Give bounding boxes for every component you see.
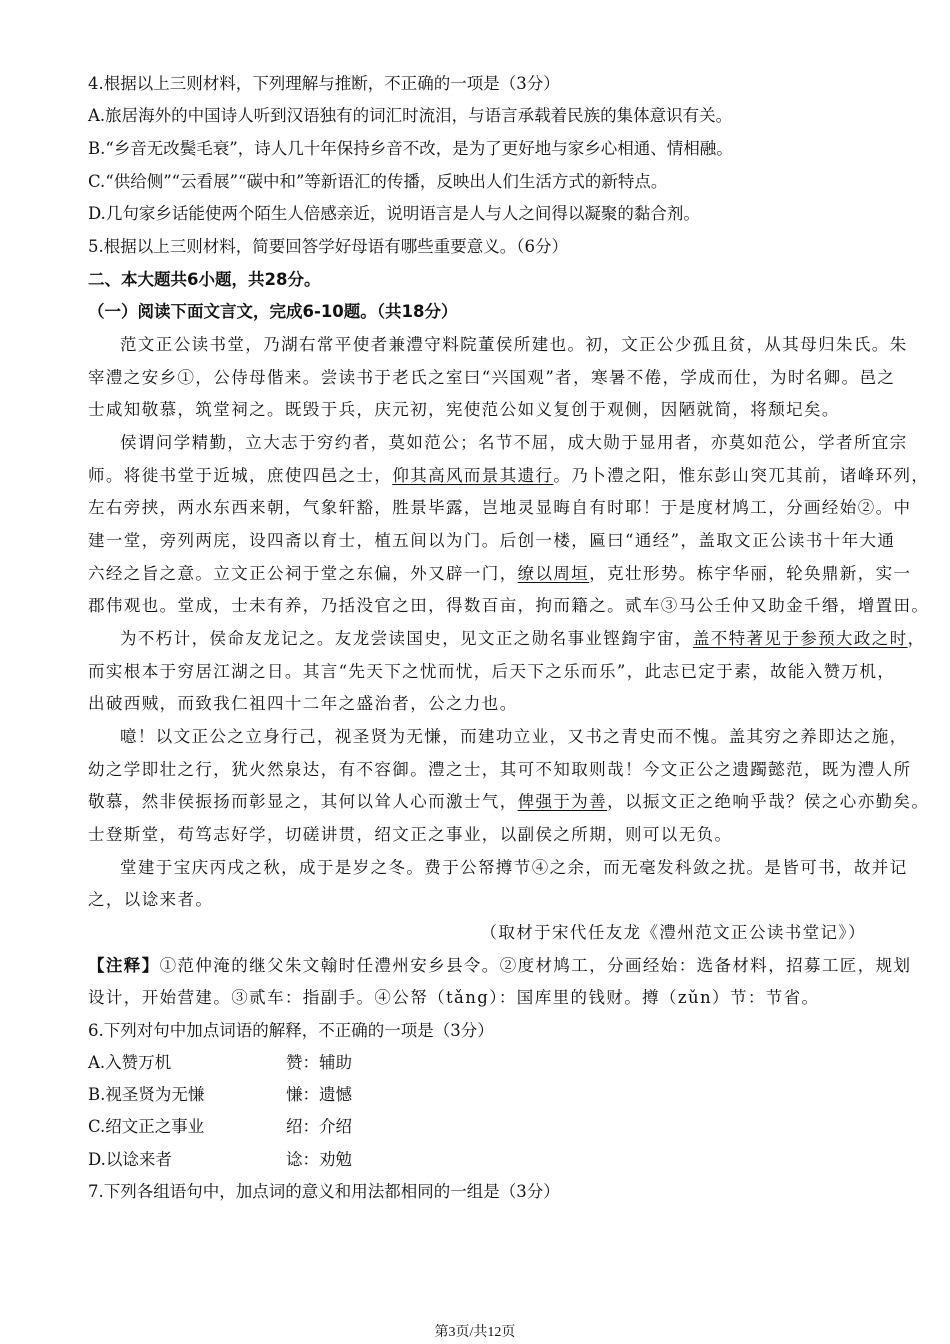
q4-option-d: D.几句家乡话能使两个陌生人倍感亲近，说明语言是人与人之间得以凝聚的黏合剂。 xyxy=(88,204,700,223)
q6-option-b-gloss: 慊：遗憾 xyxy=(286,1085,352,1104)
passage-line: 宰澧之安乡①，公侍母偕来。尝读书于老氏之室曰“兴国观”者，寒暑不倦，学成而仕，为时名卿。邑之 xyxy=(88,368,896,387)
passage-source: （取材于宋代任友龙《澧州范文正公读书堂记》） xyxy=(480,923,866,942)
q6-stem: 6.下列对句中加点词语的解释，不正确的一项是（3分） xyxy=(88,1021,494,1040)
passage-line: 侯谓问学精勤，立大志于穷约者，莫如范公；名节不屈，成大勋于显用者，亦莫如范公，学者所宜宗 xyxy=(120,433,908,452)
passage-line: 范文正公读书堂，乃湖右常平使者兼澧守料院董侯所建也。初，文正公少孤且贫，从其母归朱氏。朱 xyxy=(120,335,908,354)
q6-option-d-gloss: 谂：劝勉 xyxy=(286,1150,352,1169)
passage-line: 建一堂，旁列两庑，设四斋以育士，植五间以为门。后创一楼，匾曰“通经”，盖取文正公读书十年大通 xyxy=(88,531,896,550)
q4-option-b: B.“乡音无改鬓毛衰”，诗人几十年保持乡音不改，是为了更好地与家乡心相通、情相融。 xyxy=(88,139,733,158)
q4-option-a: A.旅居海外的中国诗人听到汉语独有的词汇时流泪，与语言承载着民族的集体意识有关。 xyxy=(88,106,733,125)
passage-line: 为不朽计，侯命友龙记之。友龙尝读国史，见文正之勋名事业铿鍧宇宙，盖不特著见于参预大政之时， xyxy=(120,629,926,648)
passage-line: 师。将徙书堂于近城，庶使四邑之士，仰其高风而景其遗行。乃卜澧之阳，惟东彭山突兀其前，诸峰环列， xyxy=(88,466,930,485)
underlined-phrase: 俾强于为善 xyxy=(517,792,608,811)
q6-option-a: A.入赞万机 xyxy=(88,1053,172,1072)
passage-line: 出破西贼，而致我仁祖四十二年之盛治者，公之力也。 xyxy=(88,694,518,713)
section-heading: 二、本大题共6小题，共28分。 xyxy=(88,270,321,289)
underlined-phrase: 盖不特著见于参预大政之时 xyxy=(692,629,908,648)
q6-option-c: C.绍文正之事业 xyxy=(88,1117,205,1136)
passage-line: 敬慕，然非侯振扬而彰显之，其何以耸人心而激士气，俾强于为善，以振文正之绝响乎哉？侯之心亦勤矣。 xyxy=(88,792,930,811)
notes-label: 【注释】 xyxy=(88,956,160,975)
notes-line: 【注释】①范仲淹的继父朱文翰时任澧州安乡县令。②度材鸠工，分画经始：选备材料，招募工匠，规划 xyxy=(88,956,912,975)
passage-line: 六经之旨之意。立文正公祠于堂之东偏，外又辟一门，缭以周垣，克壮形势。栋宇华丽，轮奂鼎新，实一 xyxy=(88,564,912,583)
q6-option-c-gloss: 绍：介绍 xyxy=(286,1117,352,1136)
underlined-phrase: 缭以周垣 xyxy=(517,564,590,583)
passage-line: 左右旁挟，两水东西来朝，气象轩豁，胜景毕露，岂地灵显晦自有时耶！于是度材鸠工，分画经始②。中 xyxy=(88,498,912,517)
passage-line: 之，以谂来者。 xyxy=(88,890,214,909)
q4-option-c: C.“供给侧”“云看展”“碳中和”等新语汇的传播，反映出人们生活方式的新特点。 xyxy=(88,172,668,191)
section-subheading: （一）阅读下面文言文，完成6-10题。（共18分） xyxy=(88,302,458,321)
passage-line: 噫！以文正公之立身行己，视圣贤为无慊，而建功立业，又书之青史而不愧。盖其穷之养即达之施， xyxy=(120,727,908,746)
passage-line: 幼之学即壮之行，犹火然泉达，有不容御。澧之士，其可不知取则哉！今文正公之遗躅懿范，既为澧人所 xyxy=(88,760,912,779)
notes-line: 设计，开始营建。③贰车：指副手。④公帑（tǎng）：国库里的钱财。撙（zǔn）节：节省。 xyxy=(88,988,820,1007)
q4-stem: 4.根据以上三则材料，下列理解与推断，不正确的一项是（3分） xyxy=(88,74,560,93)
q7-stem: 7.下列各组语句中，加点词的意义和用法都相同的一组是（3分） xyxy=(88,1182,560,1201)
q6-option-d: D.以谂来者 xyxy=(88,1150,172,1169)
q5-stem: 5.根据以上三则材料，简要回答学好母语有哪些重要意义。（6分） xyxy=(88,237,568,256)
passage-line: 堂建于宝庆丙戌之秋，成于是岁之冬。费于公帑撙节④之余，而无毫发科敛之扰。是皆可书，故并记 xyxy=(120,858,908,877)
q6-option-b: B.视圣贤为无慊 xyxy=(88,1085,205,1104)
passage-line: 士登斯堂，苟笃志好学，切磋讲贯，绍文正之事业，以副侯之所期，则可以无负。 xyxy=(88,825,733,844)
page-number: 第3页/共12页 xyxy=(434,1325,516,1340)
passage-line: 士咸知敬慕，筑堂祠之。既毁于兵，庆元初，宪使范公如义复创于观侧，因陋就简，将颓圮矣。 xyxy=(88,400,840,419)
q6-option-a-gloss: 赞：辅助 xyxy=(286,1053,352,1072)
underlined-phrase: 仰其高风而景其遗行 xyxy=(392,466,554,485)
passage-line: 而实根本于穷居江湖之日。其言“先天下之忧而忧，后天下之乐而乐”，此志已定于素，故能入赞万机， xyxy=(88,662,896,681)
passage-line: 郡伟观也。堂成，士未有养，乃括没官之田，得数百亩，拘而籍之。贰车③马公壬仲又助金千缗，增置田。 xyxy=(88,596,930,615)
